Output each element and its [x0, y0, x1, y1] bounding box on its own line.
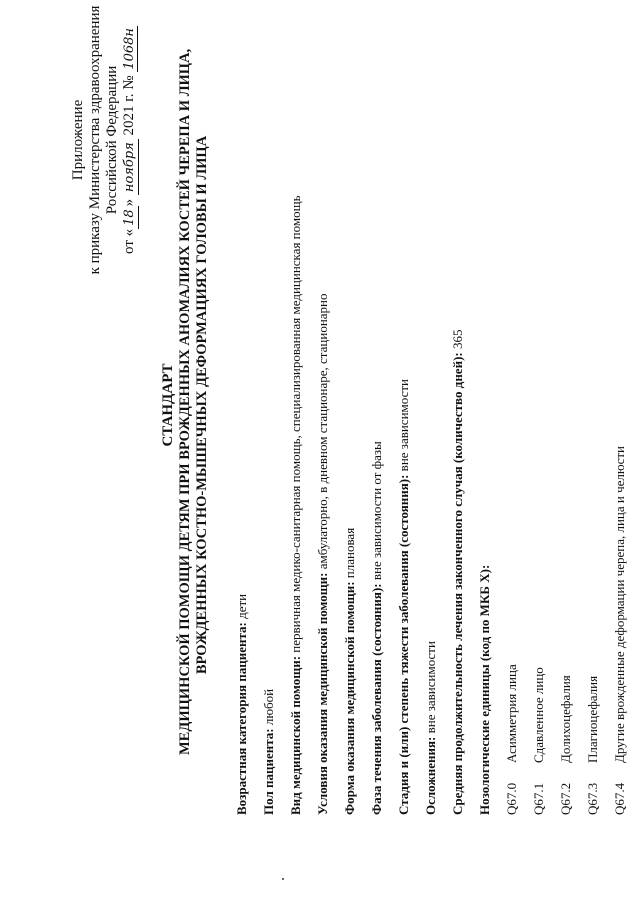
approval-line-3: Российской Федерации: [104, 65, 120, 215]
field-value: 365: [450, 329, 465, 353]
field-value: первичная медико-санитарная помощь, специализированная медицинская помощь: [288, 195, 303, 656]
date-month: ноября: [121, 139, 139, 195]
field-label: Условия оказания медицинской помощи:: [315, 572, 330, 815]
field-care-conditions: [309, 0, 336, 815]
nosology-code: Q67.0: [504, 782, 519, 815]
title-line-3: ВРОЖДЕННЫХ КОСТНО-МЫШЕЧНЫХ ДЕФОРМАЦИЯХ ГОЛОВЫ И ЛИЦА: [194, 135, 210, 675]
nosology-row: [606, 0, 633, 815]
field-care-type: [282, 0, 309, 815]
field-value: плановая: [342, 527, 357, 582]
field-complications: [417, 0, 444, 815]
nosology-code: Q67.2: [558, 782, 573, 815]
date-prefix: от «: [121, 228, 137, 254]
nosology-name: Другие врожденные деформации черепа, лица и челюсти: [612, 445, 627, 763]
nosology-row: [525, 0, 552, 815]
date-day: 18: [121, 206, 139, 229]
nosology-heading-text: Нозологические единицы (код по МКБ X):: [477, 564, 492, 815]
nosology-row: [552, 0, 579, 815]
standard-body: [228, 0, 633, 815]
field-label: Возрастная категория пациента:: [234, 622, 249, 815]
scan-speck: [282, 878, 284, 880]
field-value: вне зависимости: [396, 379, 411, 475]
date-mid: »: [121, 198, 137, 207]
approval-line-2: к приказу Министерства здравоохранения: [87, 5, 103, 275]
field-duration: [444, 0, 471, 815]
nosology-name: Асимметрия лица: [504, 664, 519, 763]
field-label: Форма оказания медицинской помощи:: [342, 581, 357, 815]
field-stage: [390, 0, 417, 815]
nosology-code: Q67.4: [612, 782, 627, 815]
nosology-name: Сдавленное лицо: [531, 667, 546, 763]
nosology-code: Q67.1: [531, 782, 546, 815]
field-value: дети: [234, 593, 249, 623]
field-value: вне зависимости: [423, 641, 438, 737]
approval-line-1: Приложение: [70, 99, 86, 181]
field-value: любой: [261, 688, 276, 729]
field-sex: [255, 0, 282, 815]
field-label: Фаза течения заболевания (состояния):: [369, 583, 384, 815]
field-label: Пол пациента:: [261, 728, 276, 815]
field-label: Вид медицинской помощи:: [288, 655, 303, 815]
nosology-row: [498, 0, 525, 815]
title-line-1: СТАНДАРТ: [160, 363, 176, 447]
date-year: 2021 г. №: [121, 75, 137, 136]
field-label: Средняя продолжительность лечения законченного случая (количество дней):: [450, 352, 465, 815]
field-label: Стадия и (или) степень тяжести заболевания (состояния):: [396, 474, 411, 815]
field-age: [228, 0, 255, 815]
field-value: вне зависимости от фазы: [369, 441, 384, 584]
approval-date-line: [121, 0, 139, 285]
field-phase: [363, 0, 390, 815]
title-line-2: МЕДИЦИНСКОЙ ПОМОЩИ ДЕТЯМ ПРИ ВРОЖДЕННЫХ АНОМАЛИЯХ КОСТЕЙ ЧЕРЕПА И ЛИЦА,: [177, 48, 193, 755]
nosology-name: Долихоцефалия: [558, 675, 573, 763]
standard-title: [160, 48, 211, 755]
field-label: Осложнения:: [423, 736, 438, 815]
field-value: амбулаторно, в дневном стационаре, стационарно: [315, 293, 330, 573]
nosology-name: Плагиоцефалия: [585, 675, 600, 763]
field-care-form: [336, 0, 363, 815]
nosology-row: [579, 0, 606, 815]
approval-block: [70, 0, 139, 285]
nosology-code: Q67.3: [585, 782, 600, 815]
order-number: 1068н: [122, 28, 137, 70]
nosology-heading: [471, 0, 498, 815]
